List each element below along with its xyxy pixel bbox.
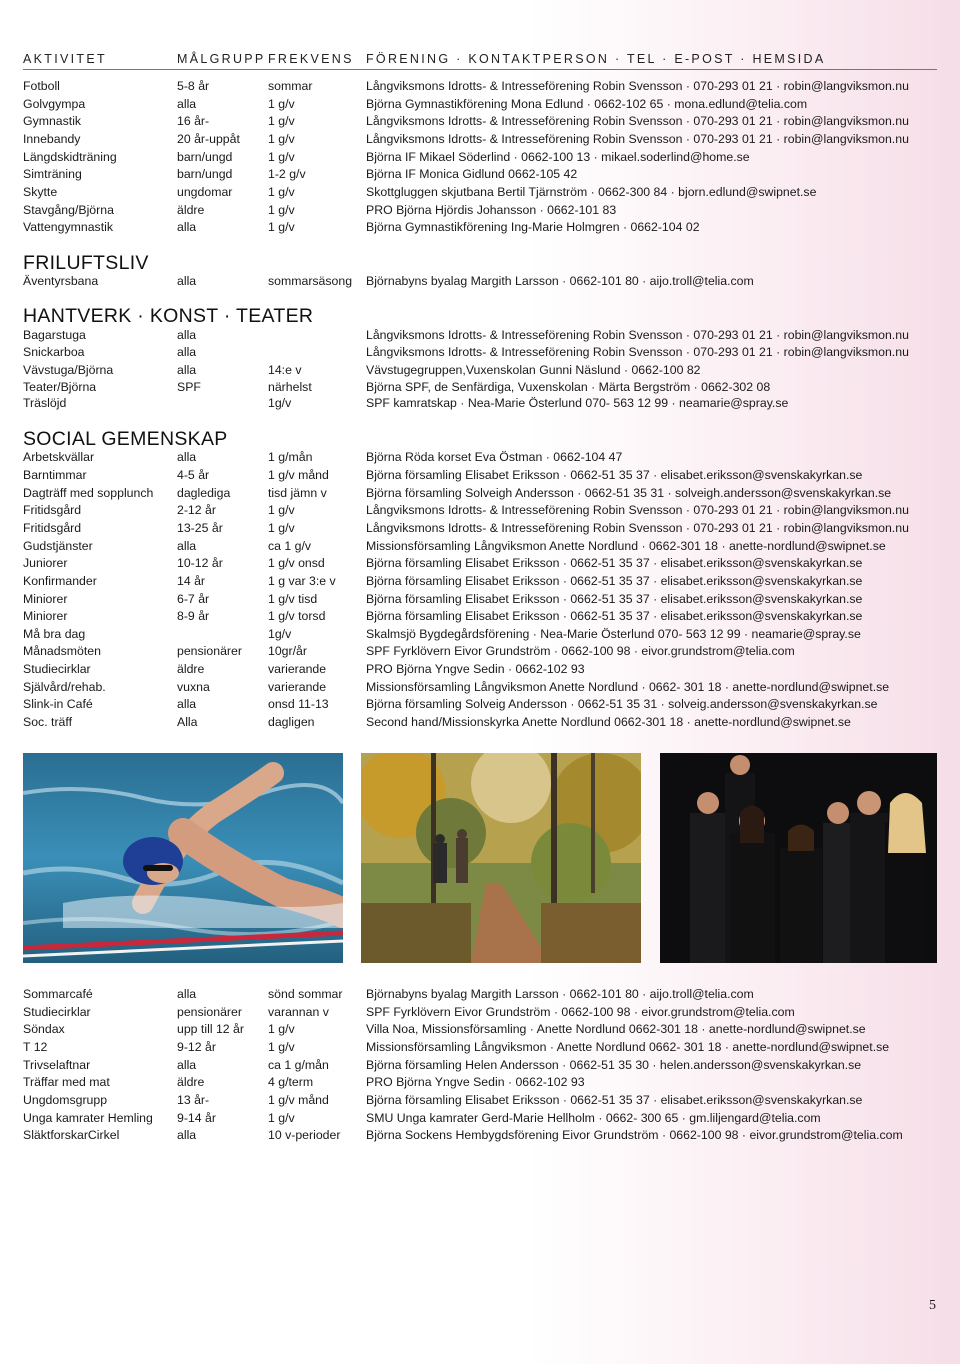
activity: Vävstuga/Björna	[23, 363, 114, 377]
frequency: ca 1 g/mån	[268, 1058, 329, 1072]
frequency: 1 g/v	[268, 220, 295, 234]
activity: Längdskidträning	[23, 150, 117, 164]
table-row	[23, 986, 937, 1003]
activity: Golvgympa	[23, 97, 86, 111]
contact: Långviksmons Idrotts- & Intresseförening Robin Svensson · 070-293 01 21 · robin@langviksmon.nu	[366, 503, 909, 517]
activity: Barntimmar	[23, 468, 87, 482]
table-row	[23, 1039, 937, 1056]
table-row	[23, 202, 937, 219]
table-row	[23, 467, 937, 484]
target-group: 5-8 år	[177, 79, 210, 93]
section-title-social: SOCIAL GEMENSKAP	[23, 428, 228, 450]
frequency: 1 g/v	[268, 150, 295, 164]
table-row	[23, 166, 937, 183]
header-frekvens: FREKVENS	[268, 52, 354, 66]
contact: Missionsförsamling Långviksmon Anette Nordlund · 0662- 301 18 · anette-nordlund@swipnet.se	[366, 680, 890, 694]
header-divider	[23, 69, 937, 70]
table-header	[23, 52, 937, 68]
activity: Gymnastik	[23, 114, 82, 128]
activity: Unga kamrater Hemling	[23, 1111, 153, 1125]
contact: SPF Fyrklövern Eivor Grundström · 0662-100 98 · eivor.grundstrom@telia.com	[366, 644, 795, 658]
target-group: 9-14 år	[177, 1111, 216, 1125]
contact: SPF Fyrklövern Eivor Grundström · 0662-100 98 · eivor.grundstrom@telia.com	[366, 1005, 795, 1019]
table-row	[23, 131, 937, 148]
target-group: barn/ungd	[177, 150, 233, 164]
table-row	[23, 696, 937, 713]
activity: Vattengymnastik	[23, 220, 113, 234]
activity: Konfirmander	[23, 574, 97, 588]
table-row	[23, 1074, 937, 1091]
target-group: alla	[177, 220, 197, 234]
frequency: 1 g var 3:e v	[268, 574, 336, 588]
table-row	[23, 395, 937, 412]
table-row	[23, 273, 937, 290]
activity: Träslöjd	[23, 396, 67, 410]
contact: Missionsförsamling Långviksmon · Anette Nordlund 0662- 301 18 · anette-nordlund@swipnet.se	[366, 1040, 890, 1054]
target-group: alla	[177, 1128, 197, 1142]
frequency: 1g/v	[268, 627, 292, 641]
contact: Missionsförsamling Långviksmon Anette Nordlund · 0662-301 18 · anette-nordlund@swipnet.se	[366, 539, 886, 553]
activity: Söndax	[23, 1022, 65, 1036]
activity: Miniorer	[23, 592, 68, 606]
frequency: 10 v-perioder	[268, 1128, 341, 1142]
activity: Simträning	[23, 167, 82, 181]
target-group: ungdomar	[177, 185, 233, 199]
contact: Björna SPF, de Senfärdiga, Vuxenskolan · Märta Bergström · 0662-302 08	[366, 380, 771, 394]
table-row	[23, 1127, 937, 1144]
frequency: ca 1 g/v	[268, 539, 312, 553]
activity: Snickarboa	[23, 345, 85, 359]
target-group: alla	[177, 697, 197, 711]
activity: Miniorer	[23, 609, 68, 623]
activity: Må bra dag	[23, 627, 86, 641]
page-number: 5	[929, 1298, 936, 1313]
contact: Björna församling Elisabet Eriksson · 0662-51 35 37 · elisabet.eriksson@svenskakyrkan.se	[366, 574, 863, 588]
frequency: 14:e v	[268, 363, 302, 377]
frequency: 1 g/v	[268, 1111, 295, 1125]
contact: Vävstugegruppen,Vuxenskolan Gunni Näslund · 0662-100 82	[366, 363, 701, 377]
contact: Björna församling Solveig Andersson · 0662-51 35 31 · solveig.andersson@svenskakyrkan.se	[366, 697, 878, 711]
table-row	[23, 661, 937, 678]
frequency: varannan v	[268, 1005, 329, 1019]
target-group: 6-7 år	[177, 592, 210, 606]
target-group: alla	[177, 1058, 197, 1072]
photo-swimmer	[23, 753, 343, 963]
target-group: 20 år-uppåt	[177, 132, 240, 146]
frequency: 1 g/v	[268, 1040, 295, 1054]
activity: T 12	[23, 1040, 48, 1054]
frequency: 1 g/v månd	[268, 1093, 329, 1107]
activity: Juniorer	[23, 556, 68, 570]
target-group: alla	[177, 363, 197, 377]
target-group: 16 år-	[177, 114, 210, 128]
activity: Soc. träff	[23, 715, 72, 729]
header-aktivitet: AKTIVITET	[23, 52, 107, 66]
target-group: 14 år	[177, 574, 206, 588]
frequency: 1 g/v	[268, 97, 295, 111]
table-row	[23, 538, 937, 555]
header-malgrupp: MÅLGRUPP	[177, 52, 266, 66]
contact: Björnabyns byalag Margith Larsson · 0662-101 80 · aijo.troll@telia.com	[366, 987, 754, 1001]
contact: Villa Noa, Missionsförsamling · Anette Nordlund 0662-301 18 · anette-nordlund@swipnet.se	[366, 1022, 866, 1036]
frequency: 1 g/v	[268, 185, 295, 199]
target-group: 4-5 år	[177, 468, 210, 482]
target-group: 13-25 år	[177, 521, 223, 535]
table-row	[23, 113, 937, 130]
frequency: 10gr/år	[268, 644, 307, 658]
photo-forest-path	[361, 753, 641, 963]
activity: Innebandy	[23, 132, 81, 146]
frequency: 1 g/v onsd	[268, 556, 325, 570]
target-group: SPF	[177, 380, 201, 394]
table-row	[23, 502, 937, 519]
frequency: 1 g/v	[268, 521, 295, 535]
table-row	[23, 1021, 937, 1038]
frequency: 1 g/v tisd	[268, 592, 318, 606]
contact: PRO Björna Hjördis Johansson · 0662-101 83	[366, 203, 617, 217]
contact: Långviksmons Idrotts- & Intresseförening Robin Svensson · 070-293 01 21 · robin@langviksmon.nu	[366, 132, 909, 146]
activity: Bagarstuga	[23, 328, 86, 342]
frequency: varierande	[268, 662, 327, 676]
target-group: 2-12 år	[177, 503, 216, 517]
contact: Långviksmons Idrotts- & Intresseförening Robin Svensson · 070-293 01 21 · robin@langviksmon.nu	[366, 79, 909, 93]
contact: Second hand/Missionskyrka Anette Nordlund 0662-301 18 · anette-nordlund@swipnet.se	[366, 715, 851, 729]
contact: Långviksmons Idrotts- & Intresseförening Robin Svensson · 070-293 01 21 · robin@langviksmon.nu	[366, 345, 909, 359]
contact: Långviksmons Idrotts- & Intresseförening Robin Svensson · 070-293 01 21 · robin@langviksmon.nu	[366, 114, 909, 128]
table-row	[23, 344, 937, 361]
activity: Studiecirklar	[23, 662, 91, 676]
contact: Björna församling Solveigh Andersson · 0662-51 35 31 · solveigh.andersson@svenskakyrkan.se	[366, 486, 892, 500]
activity: Gudstjänster	[23, 539, 93, 553]
contact: Björna IF Monica Gidlund 0662-105 42	[366, 167, 578, 181]
activity: Skytte	[23, 185, 58, 199]
target-group: barn/ungd	[177, 167, 233, 181]
contact: SPF kamratskap · Nea-Marie Österlund 070- 563 12 99 · neamarie@spray.se	[366, 396, 789, 410]
target-group: alla	[177, 450, 197, 464]
table-row	[23, 96, 937, 113]
frequency: sönd sommar	[268, 987, 343, 1001]
target-group: 9-12 år	[177, 1040, 216, 1054]
activity: Slink-in Café	[23, 697, 93, 711]
table-row	[23, 379, 937, 396]
contact: SMU Unga kamrater Gerd-Marie Hellholm · 0662- 300 65 · gm.liljengard@telia.com	[366, 1111, 821, 1125]
contact: Långviksmons Idrotts- & Intresseförening Robin Svensson · 070-293 01 21 · robin@langviksmon.nu	[366, 521, 909, 535]
target-group: pensionärer	[177, 644, 242, 658]
table-row	[23, 449, 937, 466]
frequency: 1 g/v	[268, 503, 295, 517]
activity: SläktforskarCirkel	[23, 1128, 120, 1142]
target-group: alla	[177, 97, 197, 111]
activity: Månadsmöten	[23, 644, 101, 658]
table-row	[23, 184, 937, 201]
table-row	[23, 1057, 937, 1074]
table-row	[23, 555, 937, 572]
target-group: 13 år-	[177, 1093, 210, 1107]
activity: Fritidsgård	[23, 503, 82, 517]
frequency: 1 g/v	[268, 114, 295, 128]
target-group: alla	[177, 539, 197, 553]
activity: Sommarcafé	[23, 987, 93, 1001]
target-group: pensionärer	[177, 1005, 242, 1019]
table-row	[23, 608, 937, 625]
contact: Långviksmons Idrotts- & Intresseförening Robin Svensson · 070-293 01 21 · robin@langviksmon.nu	[366, 328, 909, 342]
target-group: äldre	[177, 1075, 205, 1089]
frequency: närhelst	[268, 380, 312, 394]
activity: Dagträff med sopplunch	[23, 486, 154, 500]
contact: Björna Sockens Hembygdsförening Eivor Grundström · 0662-100 98 · eivor.grundstrom@telia.com	[366, 1128, 903, 1142]
table-row	[23, 327, 937, 344]
activity: Fotboll	[23, 79, 60, 93]
target-group: äldre	[177, 662, 205, 676]
contact: Björna Röda korset Eva Östman · 0662-104 47	[366, 450, 623, 464]
header-forening: FÖRENING · KONTAKTPERSON · TEL · E-POST · HEMSIDA	[366, 52, 826, 66]
target-group: alla	[177, 345, 197, 359]
frequency: dagligen	[268, 715, 315, 729]
activity: Fritidsgård	[23, 521, 82, 535]
frequency: sommarsäsong	[268, 274, 353, 288]
table-row	[23, 1110, 937, 1127]
frequency: 1 g/v	[268, 132, 295, 146]
activity: Trivselaftnar	[23, 1058, 91, 1072]
table-row	[23, 714, 937, 731]
contact: Björna Gymnastikförening Mona Edlund · 0662-102 65 · mona.edlund@telia.com	[366, 97, 808, 111]
target-group: dagledigа	[177, 486, 231, 500]
frequency: 1-2 g/v	[268, 167, 306, 181]
frequency: 1 g/v	[268, 203, 295, 217]
table-row	[23, 643, 937, 660]
table-row	[23, 573, 937, 590]
activity: Självård/rehab.	[23, 680, 106, 694]
activity: Teater/Björna	[23, 380, 97, 394]
table-row	[23, 485, 937, 502]
contact: Björna församling Elisabet Eriksson · 0662-51 35 37 · elisabet.eriksson@svenskakyrkan.se	[366, 556, 863, 570]
target-group: alla	[177, 987, 197, 1001]
frequency: 4 g/term	[268, 1075, 314, 1089]
frequency: varierande	[268, 680, 327, 694]
frequency: 1g/v	[268, 396, 292, 410]
table-row	[23, 1004, 937, 1021]
activity: Ungdomsgrupp	[23, 1093, 108, 1107]
frequency: 1 g/mån	[268, 450, 313, 464]
contact: PRO Björna Yngve Sedin · 0662-102 93	[366, 662, 585, 676]
table-row	[23, 626, 937, 643]
target-group: 8-9 år	[177, 609, 210, 623]
activity: Äventyrsbana	[23, 274, 99, 288]
target-group: äldre	[177, 203, 205, 217]
frequency: onsd 11-13	[268, 697, 329, 711]
contact: Björna Gymnastikförening Ing-Marie Holmgren · 0662-104 02	[366, 220, 700, 234]
target-group: vuxna	[177, 680, 210, 694]
contact: Björna församling Elisabet Eriksson · 0662-51 35 37 · elisabet.eriksson@svenskakyrkan.se	[366, 1093, 863, 1107]
frequency: tisd jämn v	[268, 486, 327, 500]
contact: Björna församling Elisabet Eriksson · 0662-51 35 37 · elisabet.eriksson@svenskakyrkan.se	[366, 609, 863, 623]
table-row	[23, 78, 937, 95]
contact: Skalmsjö Bygdegårdsförening · Nea-Marie Österlund 070- 563 12 99 · neamarie@spray.se	[366, 627, 861, 641]
contact: PRO Björna Yngve Sedin · 0662-102 93	[366, 1075, 585, 1089]
section-title-friluftsliv: FRILUFTSLIV	[23, 252, 149, 274]
frequency: 1 g/v månd	[268, 468, 329, 482]
contact: Björnabyns byalag Margith Larsson · 0662-101 80 · aijo.troll@telia.com	[366, 274, 754, 288]
activity: Stavgång/Björna	[23, 203, 114, 217]
table-row	[23, 591, 937, 608]
target-group: upp till 12 år	[177, 1022, 244, 1036]
activity: Arbetskvällar	[23, 450, 95, 464]
frequency: sommar	[268, 79, 313, 93]
table-row	[23, 679, 937, 696]
table-row	[23, 1092, 937, 1109]
target-group: alla	[177, 328, 197, 342]
photo-choir	[660, 753, 937, 963]
frequency: 1 g/v torsd	[268, 609, 326, 623]
section-title-hantverk: HANTVERK · KONST · TEATER	[23, 305, 314, 327]
table-row	[23, 149, 937, 166]
table-row	[23, 362, 937, 379]
target-group: Alla	[177, 715, 198, 729]
frequency: 1 g/v	[268, 1022, 295, 1036]
contact: Björna församling Elisabet Eriksson · 0662-51 35 37 · elisabet.eriksson@svenskakyrkan.se	[366, 592, 863, 606]
activity: Studiecirklar	[23, 1005, 91, 1019]
activity: Träffar med mat	[23, 1075, 110, 1089]
target-group: alla	[177, 274, 197, 288]
target-group: 10-12 år	[177, 556, 223, 570]
table-row	[23, 520, 937, 537]
table-row	[23, 219, 937, 236]
contact: Skottgluggen skjutbana Bertil Tjärnström · 0662-300 84 · bjorn.edlund@swipnet.se	[366, 185, 817, 199]
contact: Björna församling Helen Andersson · 0662-51 35 30 · helen.andersson@svenskakyrkan.se	[366, 1058, 862, 1072]
contact: Björna församling Elisabet Eriksson · 0662-51 35 37 · elisabet.eriksson@svenskakyrkan.se	[366, 468, 863, 482]
contact: Björna IF Mikael Söderlind · 0662-100 13 · mikael.soderlind@home.se	[366, 150, 750, 164]
